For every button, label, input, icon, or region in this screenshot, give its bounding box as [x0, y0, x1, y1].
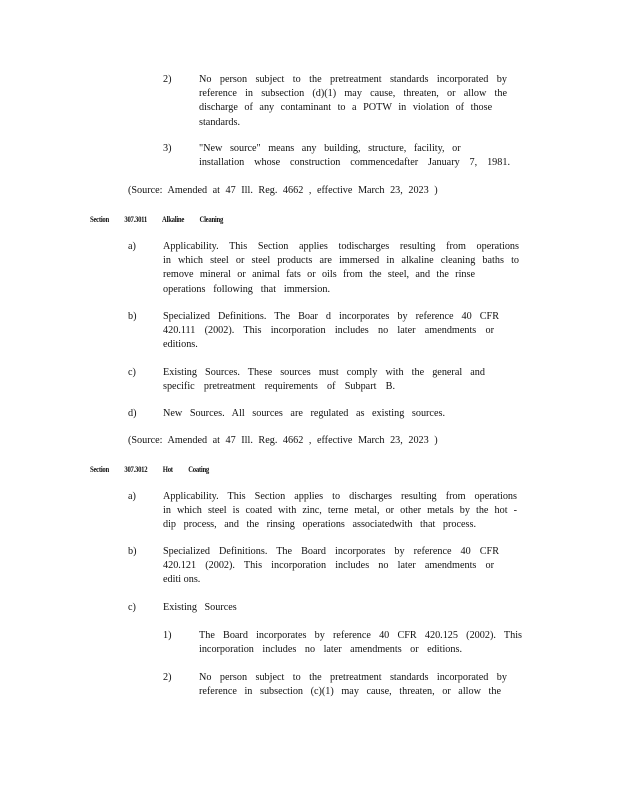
- item-c-label: c): [128, 367, 136, 378]
- item-c-text: [163, 601, 243, 615]
- text-line: reference in subsection (d)(1) may cause, threaten, or allow the: [199, 88, 507, 100]
- section-heading: Section 307.3011 Alkaline Cleaning: [90, 214, 224, 224]
- text-line: operations following that immersion.: [163, 283, 330, 295]
- text-line: No person subject to the pretreatment standards incorporated by: [199, 672, 507, 683]
- text-line: Applicability. This Section applies todischarges resulting from operations: [163, 241, 519, 252]
- text-line: remove mineral or animal fats or oils from the steel, and the rinse: [163, 269, 475, 281]
- text-line: Specialized Definitions. The Board incorporates by reference 40 CFR: [163, 546, 499, 557]
- item-d-text: [163, 407, 445, 421]
- text-line: reference in subsection (c)(1) may cause, threaten, or allow the: [199, 686, 501, 698]
- text-line: specific pretreatment requirements of Subpart B.: [163, 381, 395, 393]
- item-2-text: [199, 671, 507, 699]
- text-line: Existing Sources: [163, 602, 237, 613]
- item-c-text: [163, 366, 485, 394]
- text-line: editions.: [163, 339, 198, 351]
- item-1-text: [199, 629, 522, 657]
- source-note: (Source: Amended at 47 Ill. Reg. 4662 , effective March 23, 2023 ): [128, 185, 438, 196]
- text-line: 420.121 (2002). This incorporation includes no later amendments or: [163, 560, 494, 572]
- item-b-text: [163, 545, 499, 588]
- text-line: New Sources. All sources are regulated as existing sources.: [163, 408, 445, 419]
- text-line: Specialized Definitions. The Boar d incorporates by reference 40 CFR: [163, 311, 499, 322]
- text-line: installation whose construction commencedafter January 7, 1981.: [199, 157, 510, 169]
- item-2-label: 2): [163, 74, 172, 85]
- item-a-text: [163, 490, 517, 533]
- item-a-label: a): [128, 241, 136, 252]
- text-line: "New source" means any building, structure, facility, or: [199, 143, 461, 154]
- item-a-label: a): [128, 491, 136, 502]
- item-b-label: b): [128, 546, 137, 557]
- text-line: The Board incorporates by reference 40 CFR 420.125 (2002). This: [199, 630, 522, 641]
- text-line: dip process, and the rinsing operations associatedwith that process.: [163, 519, 476, 531]
- text-line: editi ons.: [163, 574, 201, 586]
- item-b-text: [163, 310, 499, 353]
- text-line: standards.: [199, 116, 241, 128]
- text-line: 420.111 (2002). This incorporation includes no later amendments or: [163, 325, 494, 337]
- text-line: in which steel or steel products are immersed in alkaline cleaning baths to: [163, 255, 519, 267]
- item-a-text: [163, 240, 519, 297]
- item-3-text: [199, 142, 510, 170]
- text-line: discharge of any contaminant to a POTW in violation of those: [199, 102, 493, 114]
- text-line: Existing Sources. These sources must comply with the general and: [163, 367, 485, 378]
- item-c-label: c): [128, 602, 136, 613]
- text-line: incorporation includes no later amendments or editions.: [199, 644, 462, 656]
- text-line: in which steel is coated with zinc, terne metal, or other metals by the hot -: [163, 505, 517, 517]
- text-line: Applicability. This Section applies to discharges resulting from operations: [163, 491, 517, 502]
- item-2-text: [199, 73, 507, 130]
- item-d-label: d): [128, 408, 137, 419]
- item-2-label: 2): [163, 672, 172, 683]
- item-1-label: 1): [163, 630, 172, 641]
- section-heading: Section 307.3012 Hot Coating: [90, 464, 210, 474]
- item-b-label: b): [128, 311, 137, 322]
- item-3-label: 3): [163, 143, 172, 154]
- source-note: (Source: Amended at 47 Ill. Reg. 4662 , effective March 23, 2023 ): [128, 435, 438, 446]
- text-line: No person subject to the pretreatment standards incorporated by: [199, 74, 507, 85]
